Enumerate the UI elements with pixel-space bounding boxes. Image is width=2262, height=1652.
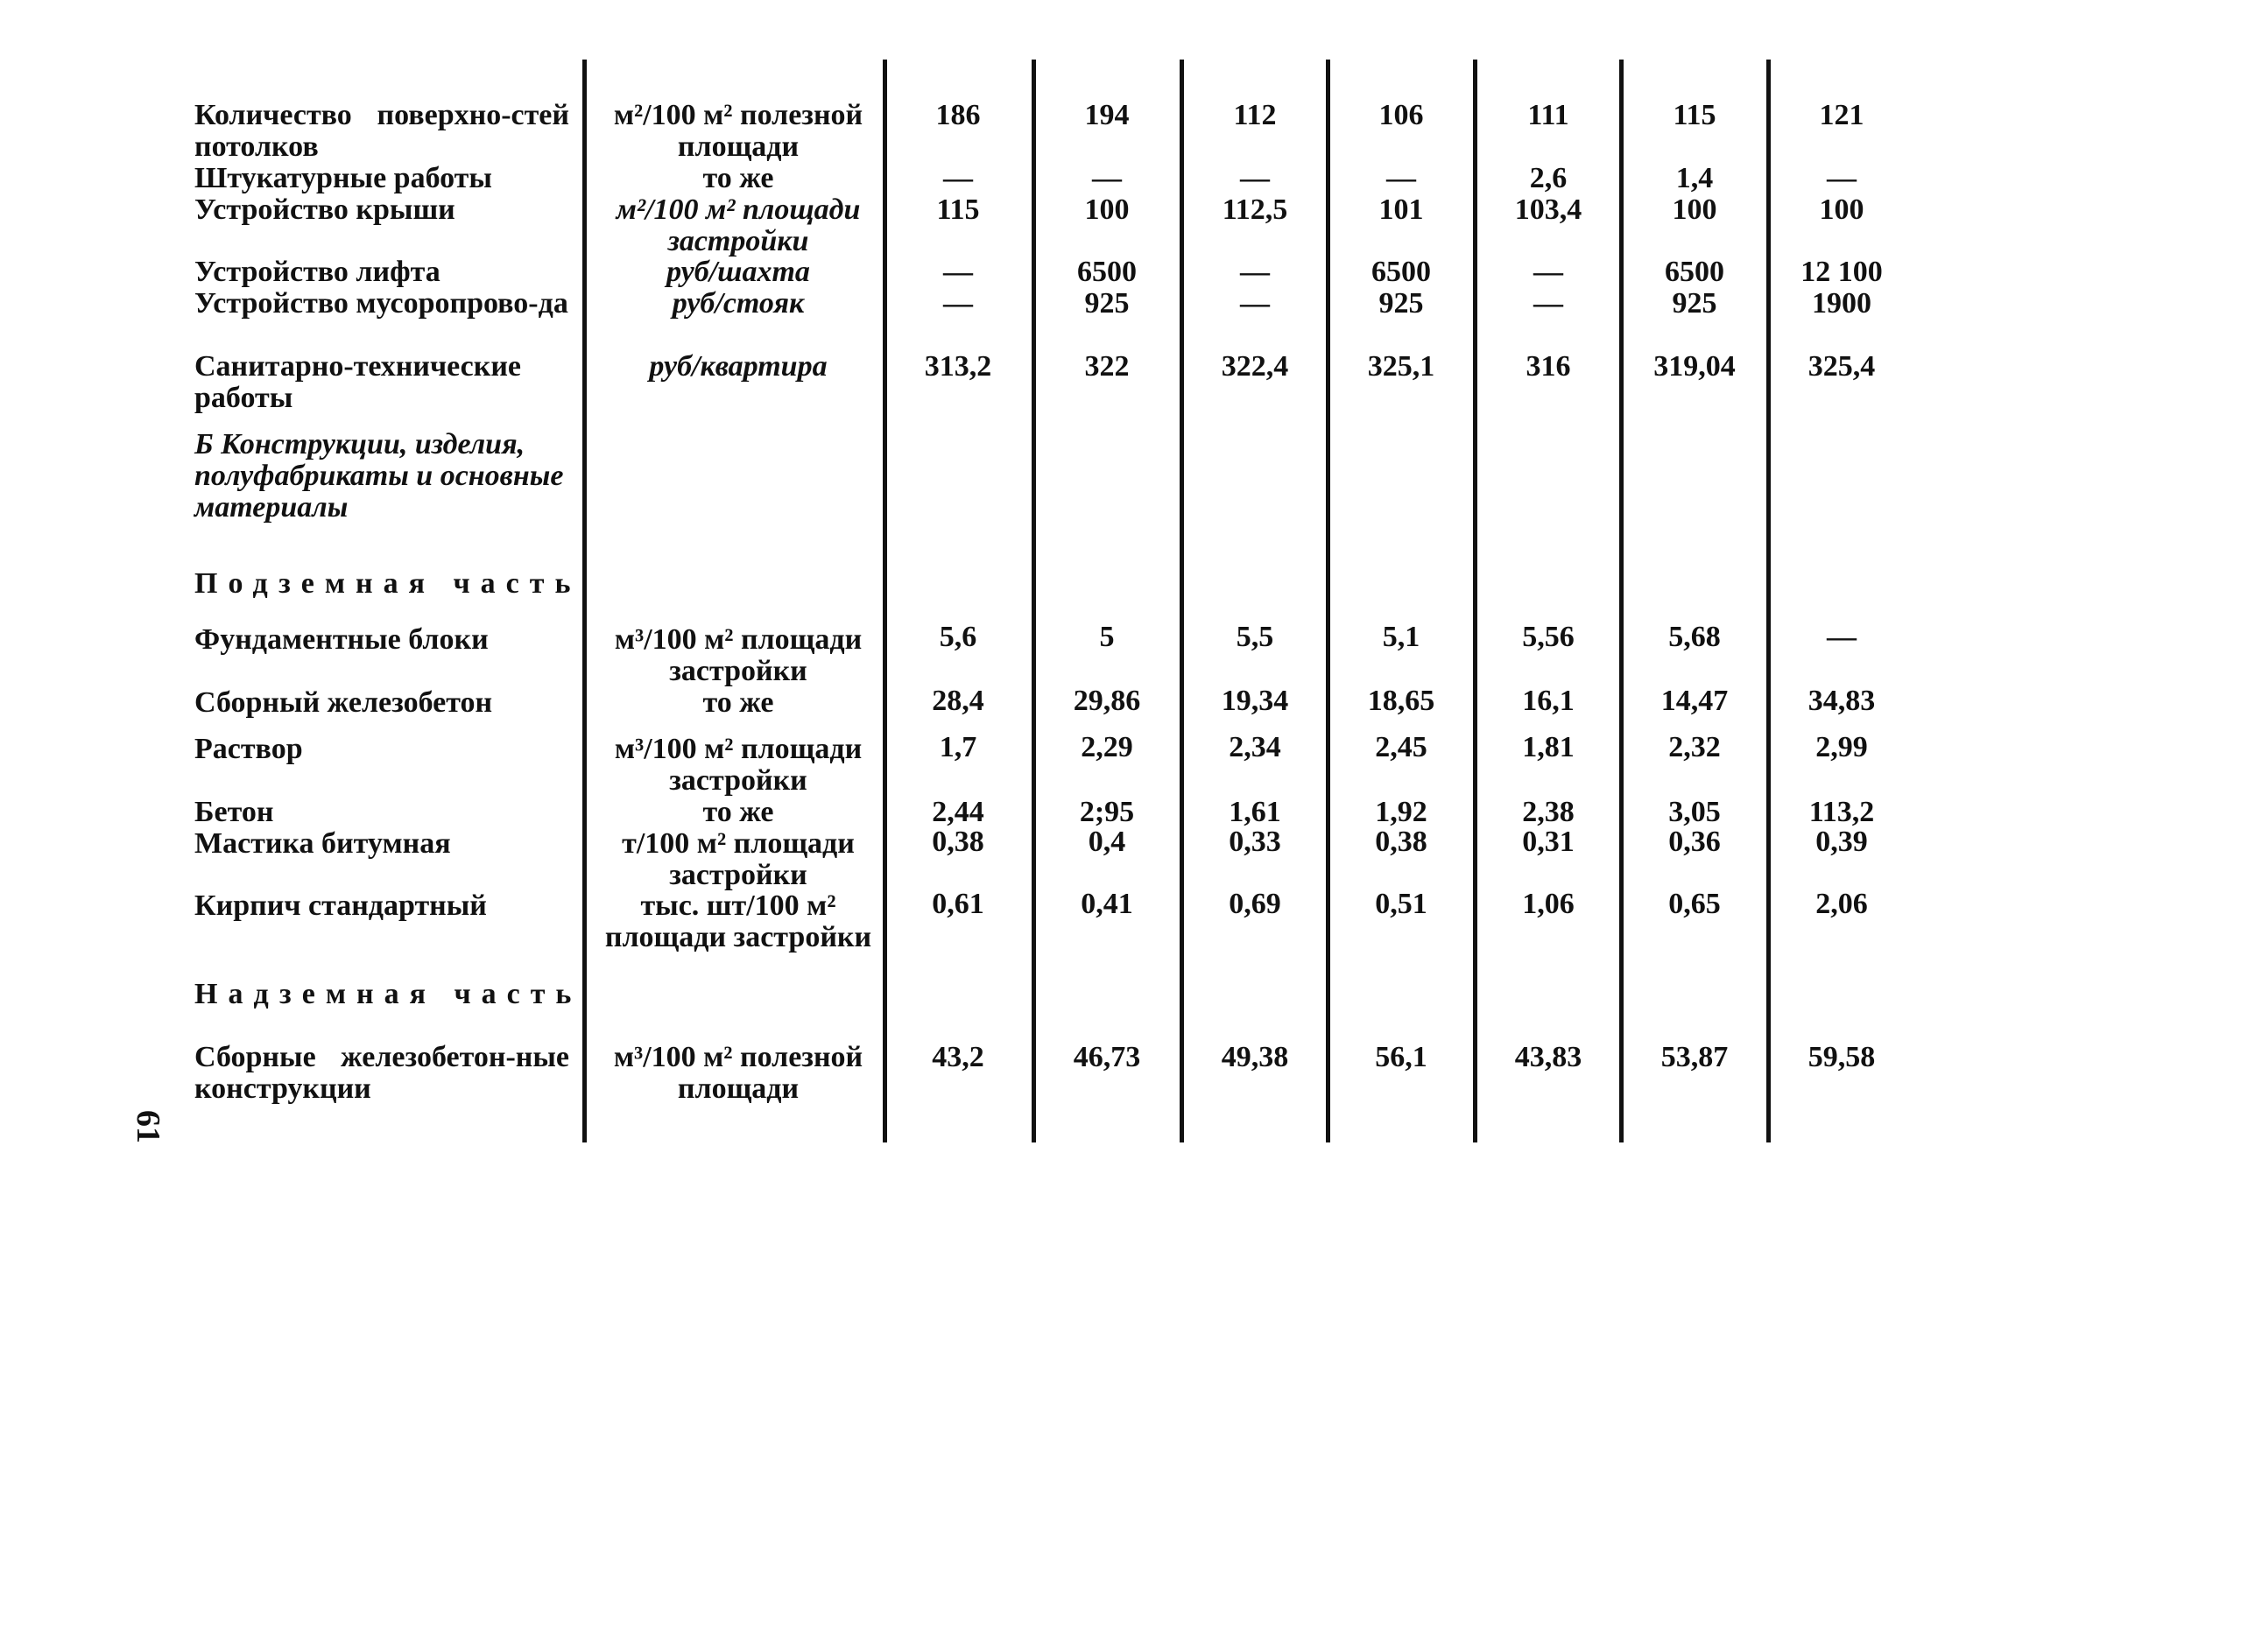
value-cell: 103,4 [1514, 193, 1582, 226]
value-cell: — [943, 287, 973, 320]
row-name: Устройство мусоропрово-да [194, 287, 568, 320]
value-cell: 313,2 [924, 350, 992, 383]
value-cell: 112,5 [1222, 193, 1288, 226]
value-cell: 3,05 [1668, 796, 1721, 828]
row-name: Устройство лифта [194, 256, 440, 288]
value-cell: 325,1 [1367, 350, 1435, 383]
value-cell: 1,4 [1675, 162, 1714, 194]
value-cell: 49,38 [1221, 1041, 1289, 1073]
value-cell: 43,83 [1514, 1041, 1582, 1073]
row-unit: м³/100 м² полезной площади [613, 1041, 863, 1105]
value-cell: 322,4 [1221, 350, 1289, 383]
value-cell: 0,38 [1375, 826, 1427, 858]
row-name: Устройство крыши [194, 193, 455, 226]
value-cell: 2,06 [1815, 888, 1868, 920]
value-cell: 115 [936, 193, 980, 226]
value-cell: 100 [1819, 193, 1864, 226]
value-cell: 0,69 [1229, 888, 1281, 920]
value-cell: — [943, 256, 973, 288]
row-unit: руб/стояк [672, 287, 805, 320]
value-cell: 12 100 [1800, 256, 1883, 288]
row-unit: м³/100 м² площади застройки [614, 623, 863, 687]
value-cell: 121 [1819, 99, 1864, 131]
value-cell: 925 [1378, 287, 1424, 320]
column-rule [582, 60, 587, 1142]
section-aboveground: Надземная часть [194, 978, 582, 1010]
row-name: Бетон [194, 796, 274, 828]
row-name: Мастика битумная [194, 827, 451, 860]
value-cell: 2,34 [1229, 731, 1281, 763]
value-cell: 194 [1084, 99, 1130, 131]
value-cell: — [1533, 256, 1563, 288]
row-name: Сборные железобетон-ные конструкции [194, 1041, 569, 1105]
row-unit: то же [702, 796, 774, 828]
value-cell: 5,68 [1668, 621, 1721, 653]
value-cell: 115 [1673, 99, 1716, 131]
value-cell: 325,4 [1807, 350, 1876, 383]
value-cell: 106 [1378, 99, 1424, 131]
row-unit: то же [702, 162, 774, 194]
row-name: Санитарно-технические работы [194, 350, 522, 414]
value-cell: — [1240, 162, 1270, 194]
value-cell: 2,45 [1375, 731, 1427, 763]
row-name: Фундаментные блоки [194, 623, 489, 656]
row-name: Штукатурные работы [194, 162, 492, 194]
value-cell: 2,6 [1529, 162, 1568, 194]
row-name: Кирпич стандартный [194, 889, 487, 922]
value-cell: 53,87 [1660, 1041, 1729, 1073]
value-cell: 319,04 [1653, 350, 1736, 383]
value-cell: 5 [1099, 621, 1115, 653]
value-cell: 1,92 [1375, 796, 1427, 828]
value-cell: 111 [1527, 99, 1569, 131]
value-cell: 46,73 [1073, 1041, 1141, 1073]
value-cell: — [1240, 287, 1270, 320]
value-cell: 6500 [1665, 256, 1724, 288]
value-cell: 186 [935, 99, 981, 131]
row-unit: руб/квартира [649, 350, 828, 383]
value-cell: 0,33 [1229, 826, 1281, 858]
value-cell: 0,39 [1815, 826, 1868, 858]
section-underground: Подземная часть [194, 567, 581, 600]
value-cell: 5,5 [1236, 621, 1274, 653]
value-cell: 0,38 [932, 826, 984, 858]
value-cell: 925 [1672, 287, 1717, 320]
value-cell: 2,29 [1081, 731, 1133, 763]
value-cell: 5,6 [939, 621, 977, 653]
value-cell: 1,06 [1522, 888, 1575, 920]
value-cell: — [1240, 256, 1270, 288]
value-cell: 0,36 [1668, 826, 1721, 858]
value-cell: 34,83 [1807, 685, 1876, 717]
value-cell: 1,61 [1229, 796, 1281, 828]
value-cell: 0,51 [1375, 888, 1427, 920]
value-cell: 2,44 [932, 796, 984, 828]
value-cell: 316 [1526, 350, 1571, 383]
value-cell: 0,41 [1081, 888, 1133, 920]
row-name: Количество поверхно-стей потолков [194, 99, 569, 163]
value-cell: 0,61 [932, 888, 984, 920]
row-unit: м²/100 м² полезной площади [613, 99, 863, 163]
value-cell: 43,2 [932, 1041, 984, 1073]
value-cell: 1,81 [1522, 731, 1575, 763]
value-cell: 0,65 [1668, 888, 1721, 920]
value-cell: 16,1 [1522, 685, 1575, 717]
value-cell: 100 [1084, 193, 1130, 226]
value-cell: — [943, 162, 973, 194]
row-name: Сборный железобетон [194, 686, 493, 719]
value-cell: 18,65 [1367, 685, 1435, 717]
value-cell: 925 [1084, 287, 1130, 320]
value-cell: 2,38 [1522, 796, 1575, 828]
value-cell: 2;95 [1079, 796, 1135, 828]
section-b-heading: Б Конструкции, изделия, полуфабрикаты и основные материалы [194, 428, 564, 524]
row-unit: тыс. шт/100 м² площади застройки [604, 889, 872, 953]
value-cell: 2,99 [1815, 731, 1868, 763]
value-cell: 113,2 [1808, 796, 1875, 828]
value-cell: 1,7 [939, 731, 977, 763]
row-unit: т/100 м² площади застройки [622, 827, 855, 891]
value-cell: 19,34 [1221, 685, 1289, 717]
value-cell: 5,56 [1522, 621, 1575, 653]
row-unit: то же [702, 686, 774, 719]
value-cell: 29,86 [1073, 685, 1141, 717]
value-cell: 0,4 [1088, 826, 1126, 858]
value-cell: — [1092, 162, 1122, 194]
value-cell: — [1827, 162, 1857, 194]
row-unit: м²/100 м² площади застройки [616, 193, 861, 257]
value-cell: 56,1 [1375, 1041, 1427, 1073]
value-cell: 6500 [1077, 256, 1137, 288]
row-unit: м³/100 м² площади застройки [614, 733, 863, 797]
value-cell: 5,1 [1382, 621, 1420, 653]
value-cell: 112 [1233, 99, 1277, 131]
value-cell: 100 [1672, 193, 1717, 226]
value-cell: — [1386, 162, 1416, 194]
value-cell: 14,47 [1660, 685, 1729, 717]
row-name: Раствор [194, 733, 303, 765]
value-cell: 1900 [1812, 287, 1871, 320]
value-cell: — [1827, 621, 1857, 653]
value-cell: 28,4 [932, 685, 984, 717]
value-cell: 101 [1378, 193, 1424, 226]
value-cell: 6500 [1371, 256, 1431, 288]
value-cell: 322 [1084, 350, 1130, 383]
value-cell: 0,31 [1522, 826, 1575, 858]
value-cell: 59,58 [1807, 1041, 1876, 1073]
value-cell: — [1533, 287, 1563, 320]
value-cell: 2,32 [1668, 731, 1721, 763]
page-number: 61 [130, 1110, 166, 1143]
row-unit: руб/шахта [666, 256, 810, 288]
